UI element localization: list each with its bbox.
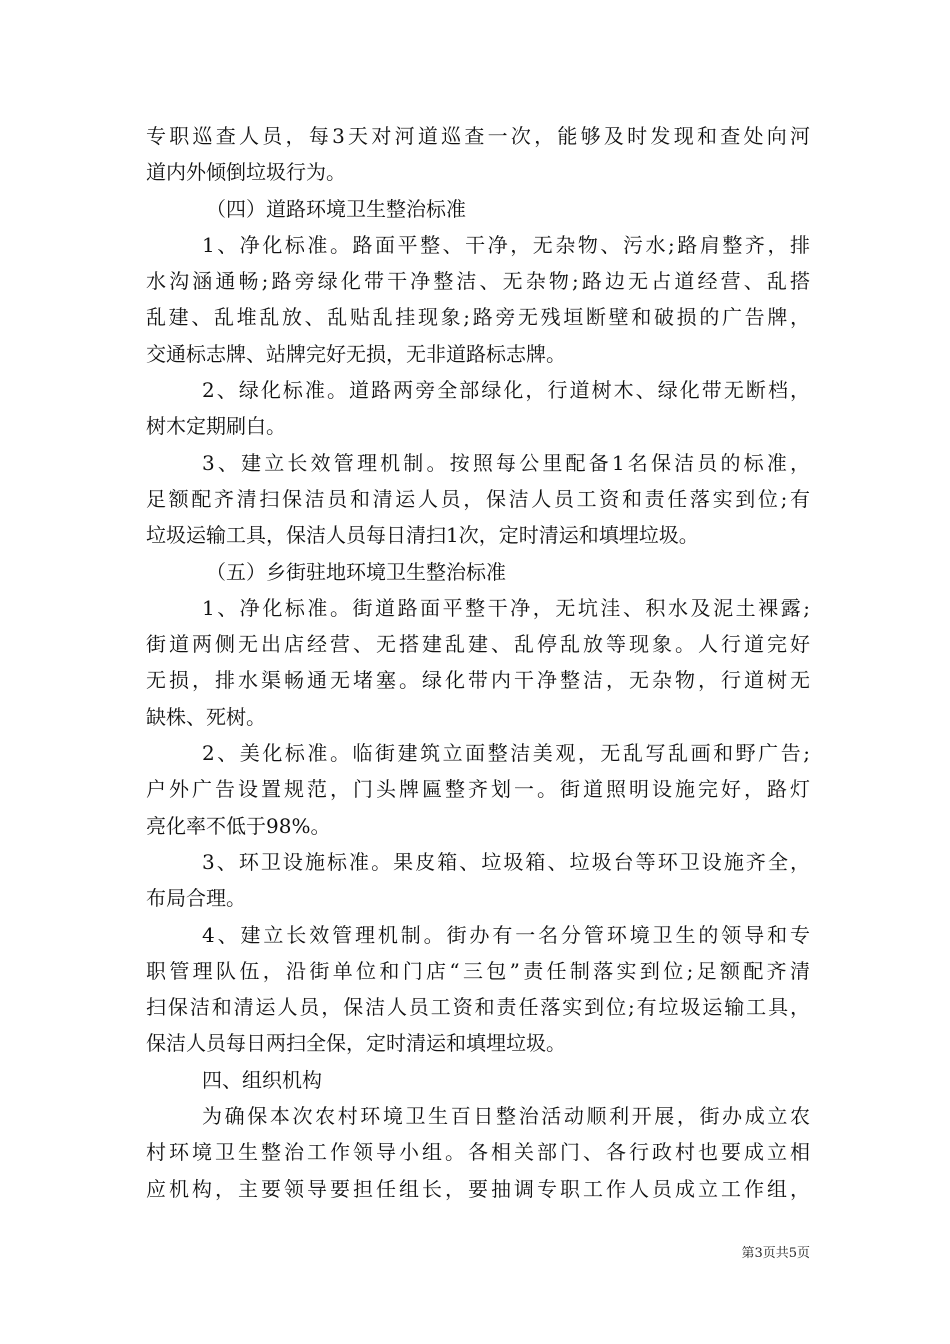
text-line: 足额配齐清扫保洁员和清运人员，保洁人员工资和责任落实到位;有 (146, 486, 810, 511)
text-line: 村环境卫生整治工作领导小组。各相关部门、各行政村也要成立相 (146, 1140, 810, 1165)
text-line: 缺株、死树。 (146, 704, 266, 729)
text-line: 街道两侧无出店经营、无搭建乱建、乱停乱放等现象。人行道完好 (146, 632, 810, 657)
text-line: 垃圾运输工具，保洁人员每日清扫1次，定时清运和填埋垃圾。 (146, 523, 699, 548)
section-heading: （五）乡街驻地环境卫生整治标准 (206, 559, 506, 584)
text-line: 亮化率不低于98%。 (146, 813, 331, 838)
text-line: 3、环卫设施标准。果皮箱、垃圾箱、垃圾台等环卫设施齐全， (202, 849, 810, 874)
section-heading: （四）道路环境卫生整治标准 (206, 196, 466, 221)
text-line: 为确保本次农村环境卫生百日整治活动顺利开展，街办成立农 (202, 1104, 810, 1129)
text-line: 1、净化标准。路面平整、干净，无杂物、污水;路肩整齐，排 (202, 232, 810, 257)
text-line: 2、美化标准。临街建筑立面整洁美观，无乱写乱画和野广告; (202, 741, 810, 766)
text-line: 4、建立长效管理机制。街办有一名分管环境卫生的领导和专 (202, 922, 810, 947)
text-line: 户外广告设置规范，门头牌匾整齐划一。街道照明设施完好，路灯 (146, 777, 810, 802)
text-line: 1、净化标准。街道路面平整干净，无坑洼、积水及泥土裸露; (202, 595, 810, 620)
text-line: 专职巡查人员，每3天对河道巡查一次，能够及时发现和查处向河 (146, 124, 810, 148)
text-line: 保洁人员每日两扫全保，定时清运和填埋垃圾。 (146, 1031, 566, 1056)
text-line: 3、建立长效管理机制。按照每公里配备1名保洁员的标准， (202, 450, 810, 475)
page-number: 第3页共5页 (741, 1246, 810, 1261)
body-text (146, 118, 810, 1207)
section-heading: 四、组织机构 (202, 1067, 322, 1092)
text-line: 扫保洁和清运人员，保洁人员工资和责任落实到位;有垃圾运输工具， (146, 995, 810, 1020)
text-line: 无损，排水渠畅通无堵塞。绿化带内干净整洁，无杂物，行道树无 (146, 668, 810, 693)
text-line: 乱建、乱堆乱放、乱贴乱挂现象;路旁无残垣断壁和破损的广告牌， (146, 305, 810, 330)
text-line: 交通标志牌、站牌完好无损，无非道路标志牌。 (146, 341, 566, 366)
text-line: 2、绿化标准。道路两旁全部绿化，行道树木、绿化带无断档， (202, 378, 810, 403)
text-line: 职管理队伍，沿街单位和门店“三包”责任制落实到位;足额配齐清 (146, 958, 810, 983)
text-line: 布局合理。 (146, 886, 246, 911)
text-line: 树木定期刷白。 (146, 414, 286, 439)
text-line: 应机构，主要领导要担任组长，要抽调专职工作人员成立工作组， (146, 1176, 810, 1201)
text-line: 道内外倾倒垃圾行为。 (146, 160, 346, 185)
text-line: 水沟涵通畅;路旁绿化带干净整洁、无杂物;路边无占道经营、乱搭 (146, 269, 810, 294)
